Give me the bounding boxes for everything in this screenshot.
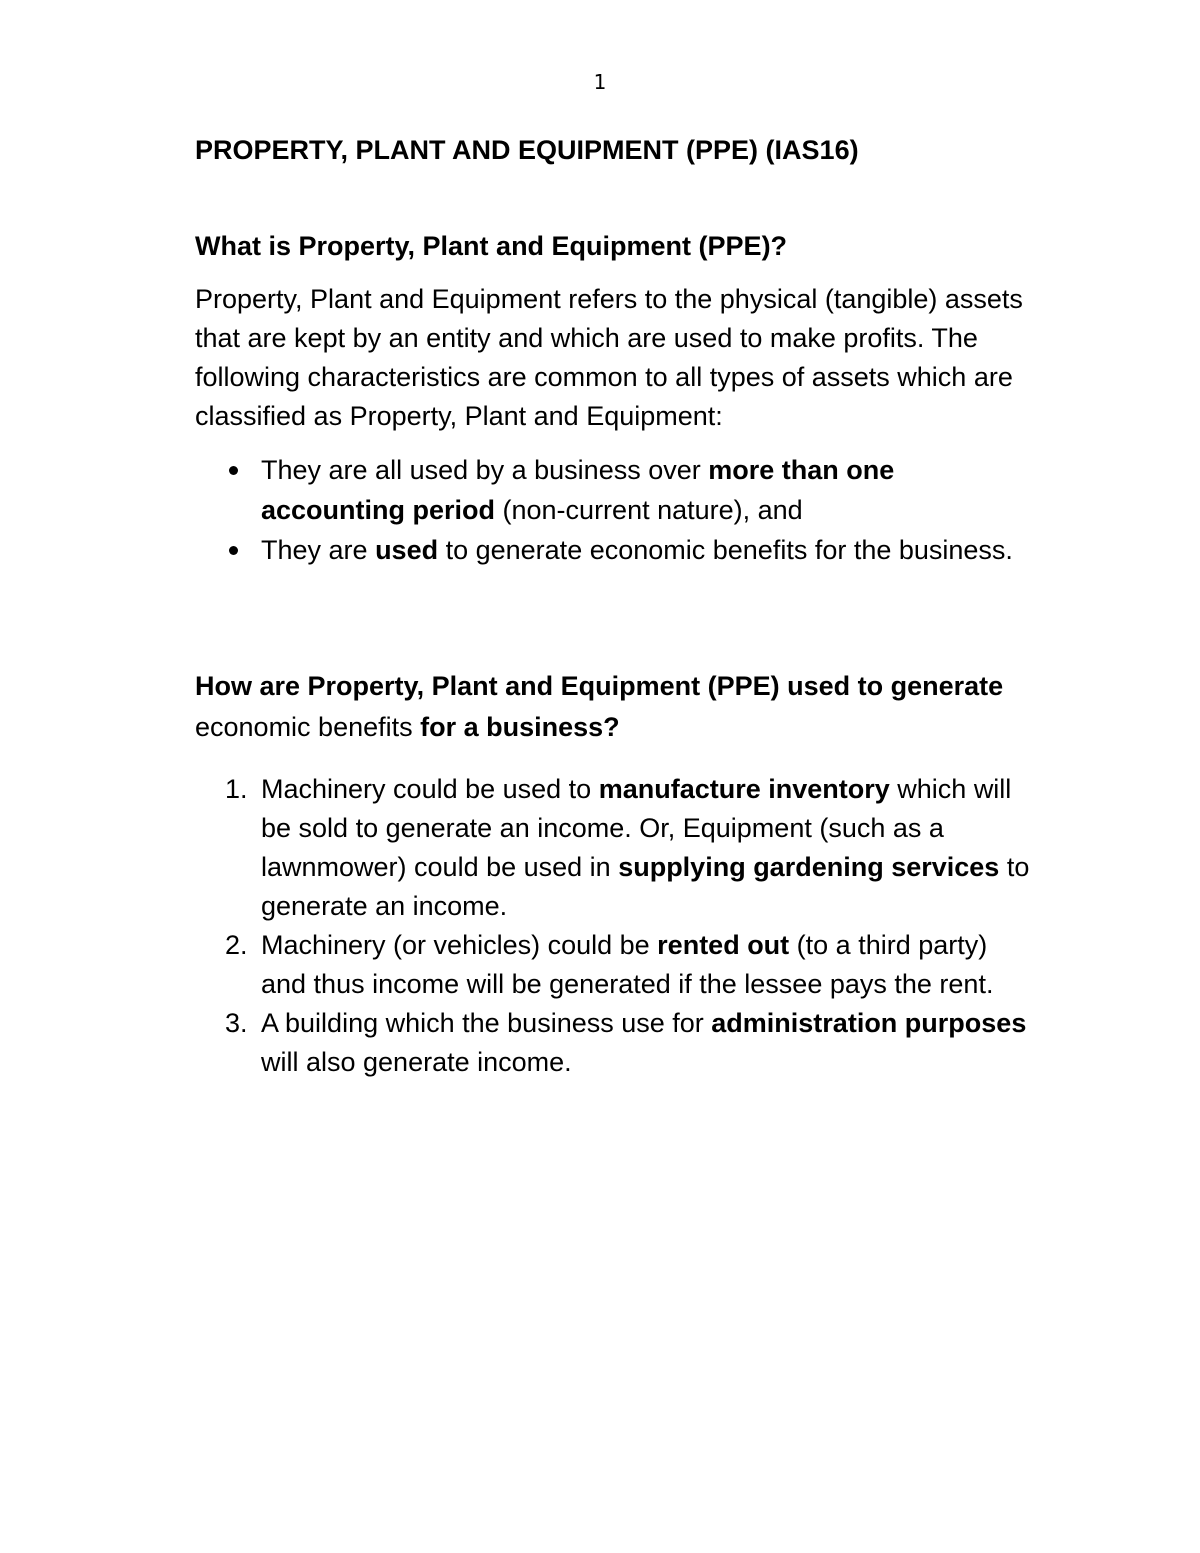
bullet-emphasis: more than one accounting period — [261, 455, 895, 525]
list-number: 3. — [225, 1008, 248, 1038]
page-number: 1 — [593, 70, 607, 94]
list-item — [195, 450, 1035, 530]
item-emphasis: supplying gardening services — [618, 852, 1000, 882]
bullet-text: They are — [261, 535, 376, 565]
bullet-icon — [229, 466, 238, 475]
list-number: 1. — [225, 774, 248, 804]
item-text: Machinery (or vehicles) could be — [261, 930, 658, 960]
bullet-text: They are all used by a business over — [261, 455, 709, 485]
bullet-emphasis: used — [375, 535, 439, 565]
item-emphasis: rented out — [657, 930, 790, 960]
document-title: PROPERTY, PLANT AND EQUIPMENT (PPE) (IAS16) — [195, 135, 859, 165]
section-heading-how-ppe-used — [195, 666, 1035, 748]
list-item — [195, 770, 1035, 926]
item-text: (to a third party) and thus income will be generated if the lessee pays the rent. — [261, 930, 994, 999]
item-emphasis: administration purposes — [711, 1008, 1027, 1038]
item-text: will also generate income. — [261, 1047, 572, 1077]
item-emphasis: manufacture inventory — [598, 774, 890, 804]
item-text: A building which the business use for — [261, 1008, 712, 1038]
bullet-icon — [229, 546, 238, 555]
item-text: which will be sold to generate an income. Or, Equipment (such as a lawnmower) could be used in — [261, 774, 1012, 882]
section-heading-what-is-ppe: What is Property, Plant and Equipment (PPE)? — [195, 231, 788, 261]
heading-bold-part: How are Property, Plant and Equipment (PPE) used to generate — [195, 671, 1004, 701]
document-body — [195, 130, 1035, 1082]
intro-paragraph: Property, Plant and Equipment refers to the physical (tangible) assets that are kept by an entity and which are used to make profits. The following characteristics are common to all types of assets which are classified as Property, Plant and Equipment: — [195, 284, 1023, 431]
list-number: 2. — [225, 930, 248, 960]
bullet-text: to generate economic benefits for the business. — [438, 535, 1013, 565]
heading-bold-part: for a business? — [420, 712, 620, 742]
examples-list — [195, 770, 1035, 1082]
list-item — [195, 530, 1035, 570]
bullet-text: (non-current nature), and — [495, 495, 803, 525]
item-text: Machinery could be used to — [261, 774, 599, 804]
item-text: to generate an income. — [261, 852, 1030, 921]
list-item — [195, 926, 1035, 1004]
list-item — [195, 1004, 1035, 1082]
heading-normal-part: economic benefits — [195, 712, 421, 742]
characteristics-list — [195, 450, 1035, 570]
